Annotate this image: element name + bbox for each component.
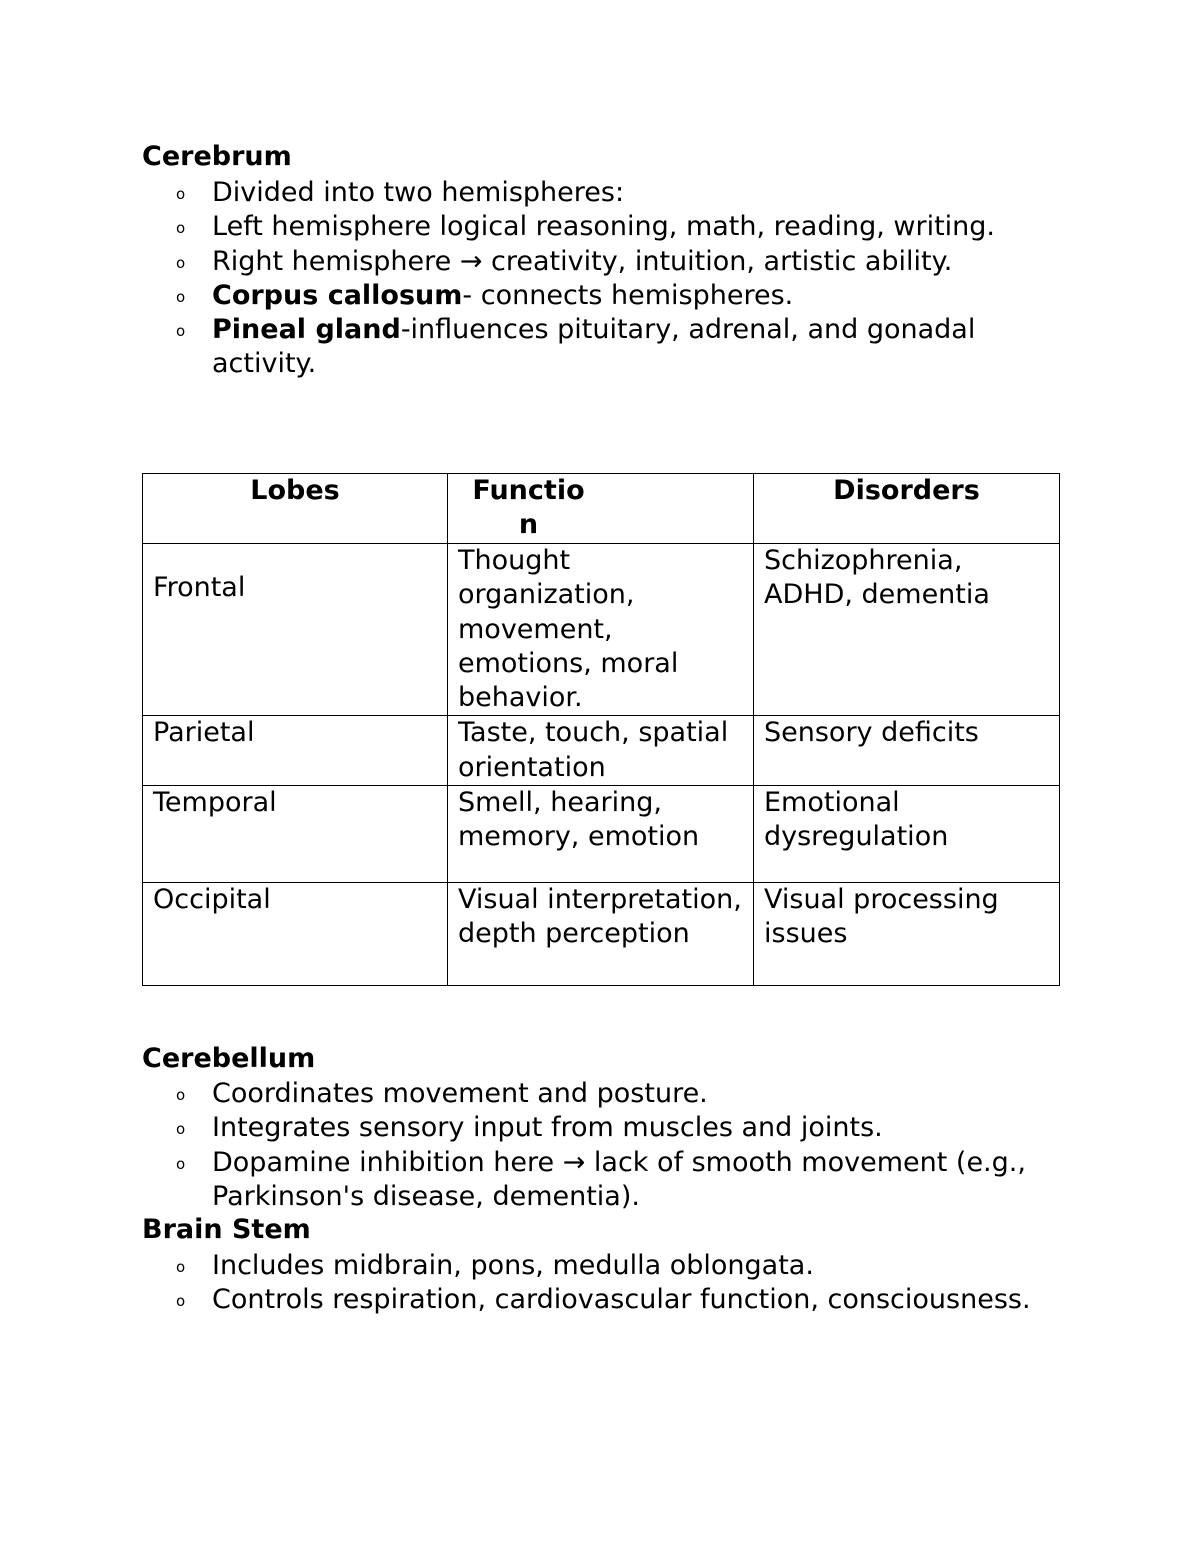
cell-lobe: Parietal	[143, 716, 448, 786]
item-text: Dopamine inhibition here → lack of smooth movement (e.g., Parkinson's disease, dementia).	[212, 1146, 1026, 1212]
table-row	[143, 544, 1060, 716]
bullet-icon	[176, 314, 185, 348]
header-function: Function	[448, 474, 754, 544]
list-item	[142, 1283, 1062, 1317]
list-item	[142, 1146, 1062, 1215]
item-text: Coordinates movement and posture.	[212, 1078, 708, 1109]
table-header-row	[143, 474, 1060, 544]
bullet-icon	[176, 246, 185, 280]
cell-lobe: Temporal	[143, 786, 448, 883]
cerebellum-heading: Cerebellum	[142, 1043, 316, 1074]
list-item	[142, 1077, 1062, 1111]
list-item	[142, 245, 1062, 279]
cerebrum-list	[142, 176, 1062, 382]
list-item	[142, 210, 1062, 244]
list-item	[142, 279, 1062, 313]
bullet-icon	[176, 1250, 185, 1284]
cell-lobe: Occipital	[143, 883, 448, 986]
item-text: Right hemisphere → creativity, intuition, artistic ability.	[212, 245, 953, 277]
cell-function: Visual interpretation, depth perception	[448, 883, 754, 986]
list-item	[142, 176, 1062, 210]
table-row	[143, 716, 1060, 786]
brain-stem-heading: Brain Stem	[142, 1214, 311, 1245]
header-lobes: Lobes	[143, 474, 448, 544]
cell-function: Thought organization, movement, emotions, moral behavior.	[448, 544, 754, 716]
lobes-table	[142, 473, 1060, 986]
item-text: Left hemisphere logical reasoning, math, reading, writing.	[212, 211, 995, 243]
cell-disorders: Schizophrenia, ADHD, dementia	[754, 544, 1060, 716]
item-text: Integrates sensory input from muscles and joints.	[212, 1112, 883, 1144]
list-item	[142, 1249, 1062, 1283]
cell-lobe: Frontal	[143, 544, 448, 716]
item-term: Corpus callosum	[212, 279, 463, 311]
item-term: Pineal gland	[212, 314, 401, 346]
bullet-icon	[176, 177, 185, 211]
table-row	[143, 786, 1060, 883]
bullet-icon	[176, 280, 185, 314]
bullet-icon	[176, 1147, 185, 1181]
cell-function: Taste, touch, spatial orientation	[448, 716, 754, 786]
brain-stem-list	[142, 1249, 1062, 1318]
cerebellum-list	[142, 1077, 1062, 1214]
bullet-icon	[176, 211, 185, 245]
table-row	[143, 883, 1060, 986]
item-text: -influences pituitary, adrenal, and gonadal activity.	[212, 314, 976, 380]
cell-disorders: Visual processing issues	[754, 883, 1060, 986]
cell-disorders: Sensory deficits	[754, 716, 1060, 786]
cell-disorders: Emotional dysregulation	[754, 786, 1060, 883]
bullet-icon	[176, 1112, 185, 1146]
list-item	[142, 1111, 1062, 1145]
item-text: Includes midbrain, pons, medulla oblongata.	[212, 1250, 814, 1281]
item-text: - connects hemispheres.	[462, 279, 794, 311]
header-disorders: Disorders	[754, 474, 1060, 544]
item-text: Controls respiration, cardiovascular function, consciousness.	[212, 1284, 1031, 1316]
bullet-icon	[176, 1078, 185, 1112]
bullet-icon	[176, 1284, 185, 1318]
cell-function: Smell, hearing, memory, emotion	[448, 786, 754, 883]
cerebrum-heading: Cerebrum	[142, 141, 292, 172]
item-text: Divided into two hemispheres:	[212, 177, 625, 208]
list-item	[142, 313, 1062, 382]
